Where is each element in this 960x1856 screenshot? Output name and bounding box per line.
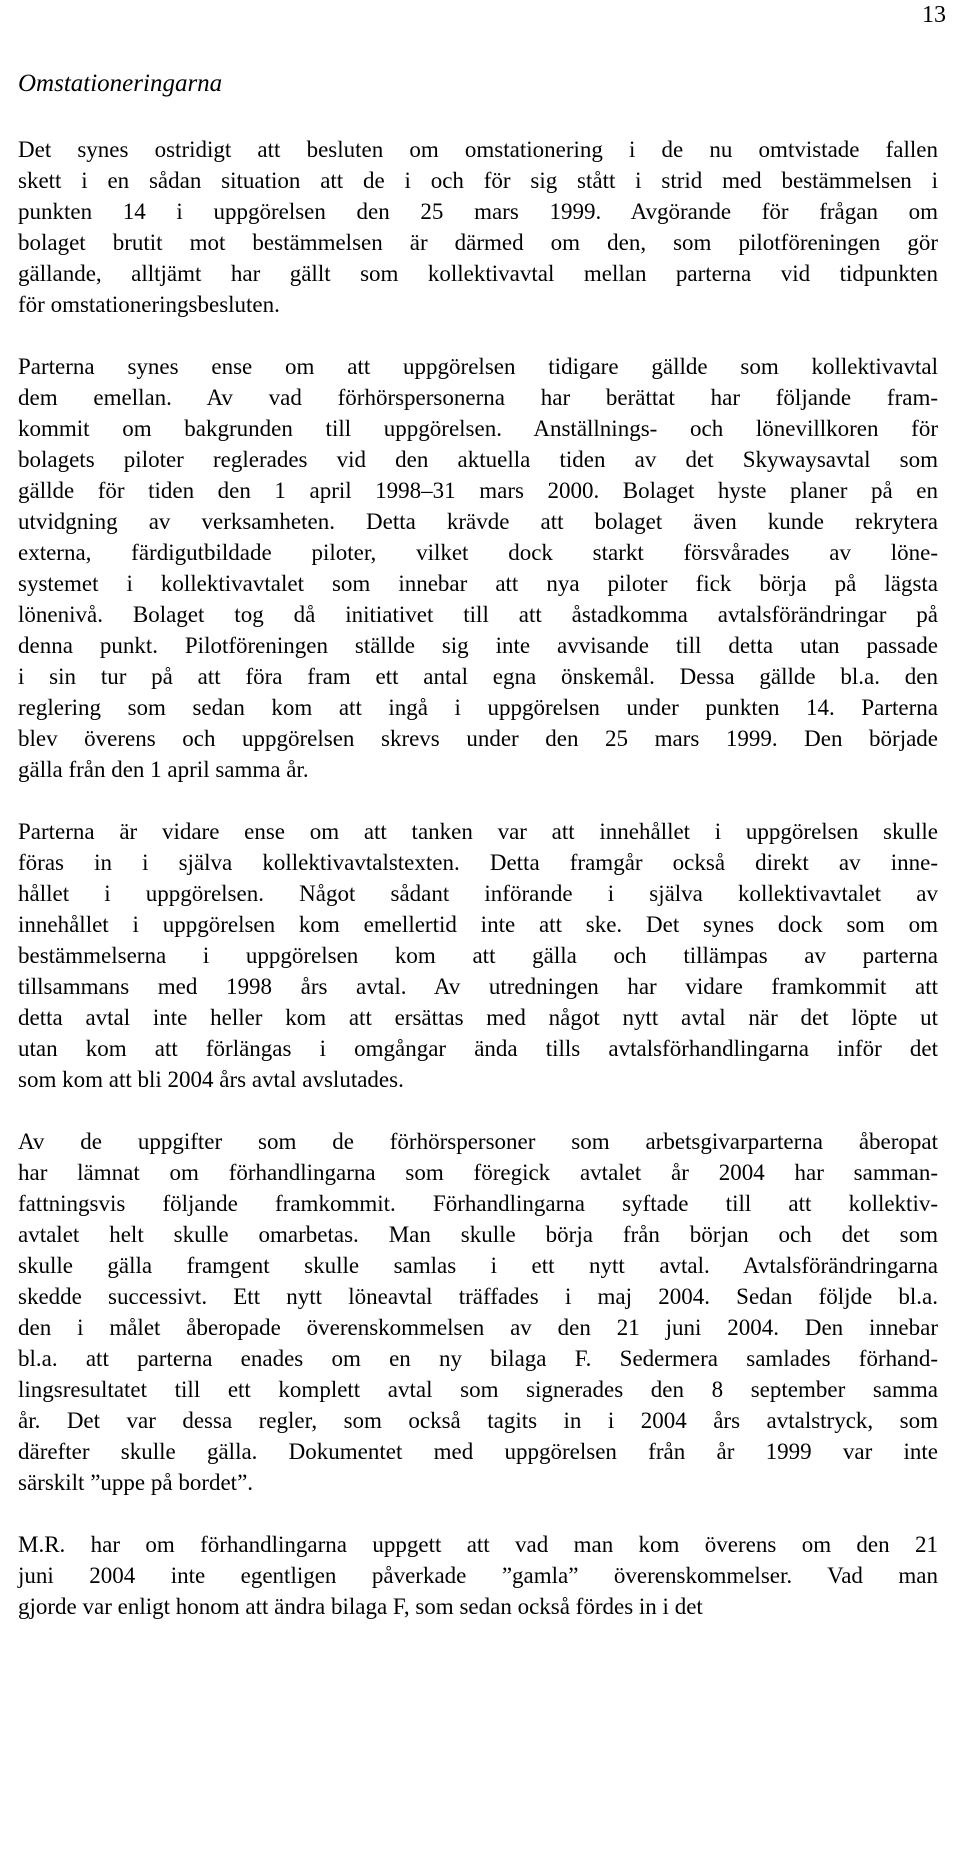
text-line: systemet i kollektivavtalet som innebar att nya piloter fick börja på lägsta: [18, 571, 938, 596]
text-line: innehållet i uppgörelsen kom emellertid inte att ske. Det synes dock som om: [18, 912, 938, 937]
text-line: föras in i själva kollektivavtalstexten. Detta framgår också direkt av inne-: [18, 850, 938, 875]
text-line: lönenivå. Bolaget tog då initiativet till att åstadkomma avtalsförändringar på: [18, 602, 938, 627]
text-line: gällande, alltjämt har gällt som kollektivavtal mellan parterna vid tidpunkten: [18, 261, 938, 286]
text-line: gällde för tiden den 1 april 1998–31 mars 2000. Bolaget hyste planer på en: [18, 478, 938, 503]
text-line: tillsammans med 1998 års avtal. Av utredningen har vidare framkommit att: [18, 974, 938, 999]
paragraph: [18, 1529, 938, 1622]
text-line: avtalet helt skulle omarbetas. Man skulle börja från början och det som: [18, 1222, 938, 1247]
text-line: som kom att bli 2004 års avtal avslutades.: [18, 1067, 404, 1092]
paragraph: [18, 351, 938, 785]
text-line: därefter skulle gälla. Dokumentet med uppgörelsen från år 1999 var inte: [18, 1439, 938, 1464]
document-body: [18, 68, 938, 1653]
paragraph: [18, 816, 938, 1095]
text-line: externa, färdigutbildade piloter, vilket dock starkt försvårades av löne-: [18, 540, 938, 565]
text-line: denna punkt. Pilotföreningen ställde sig inte avvisande till detta utan passade: [18, 633, 938, 658]
paragraph: [18, 134, 938, 320]
text-line: lingsresultatet till ett komplett avtal som signerades den 8 september samma: [18, 1377, 938, 1402]
text-line: särskilt ”uppe på bordet”.: [18, 1470, 254, 1495]
text-line: skett i en sådan situation att de i och för sig stått i strid med bestämmelsen i: [18, 168, 938, 193]
text-line: för omstationeringsbesluten.: [18, 292, 280, 317]
text-line: skedde successivt. Ett nytt löneavtal träffades i maj 2004. Sedan följde bl.a.: [18, 1284, 938, 1309]
paragraphs: [18, 134, 938, 1622]
text-line: utan kom att förlängas i omgångar ända tills avtalsförhandlingarna inför det: [18, 1036, 938, 1061]
text-line: gälla från den 1 april samma år.: [18, 757, 309, 782]
text-line: bolagets piloter reglerades vid den aktuella tiden av det Skywaysavtal som: [18, 447, 938, 472]
text-line: Parterna är vidare ense om att tanken var att innehållet i uppgörelsen skulle: [18, 819, 938, 844]
text-line: gjorde var enligt honom att ändra bilaga F, som sedan också fördes in i det: [18, 1594, 703, 1619]
text-line: dem emellan. Av vad förhörspersonerna har berättat har följande fram-: [18, 385, 938, 410]
text-line: fattningsvis följande framkommit. Förhandlingarna syftade till att kollektiv-: [18, 1191, 938, 1216]
text-line: kommit om bakgrunden till uppgörelsen. Anställnings- och lönevillkoren för: [18, 416, 938, 441]
text-line: reglering som sedan kom att ingå i uppgörelsen under punkten 14. Parterna: [18, 695, 938, 720]
text-line: har lämnat om förhandlingarna som föregick avtalet år 2004 har samman-: [18, 1160, 938, 1185]
text-line: M.R. har om förhandlingarna uppgett att vad man kom överens om den 21: [18, 1532, 938, 1557]
text-line: i sin tur på att föra fram ett antal egna önskemål. Dessa gällde bl.a. den: [18, 664, 938, 689]
text-line: juni 2004 inte egentligen påverkade ”gamla” överenskommelser. Vad man: [18, 1563, 938, 1588]
text-line: skulle gälla framgent skulle samlas i ett nytt avtal. Avtalsförändringarna: [18, 1253, 938, 1278]
text-line: blev överens och uppgörelsen skrevs under den 25 mars 1999. Den började: [18, 726, 938, 751]
text-line: punkten 14 i uppgörelsen den 25 mars 1999. Avgörande för frågan om: [18, 199, 938, 224]
page-number: 13: [922, 2, 946, 28]
paragraph: [18, 1126, 938, 1498]
section-heading: Omstationeringarna: [18, 70, 223, 97]
text-line: bolaget brutit mot bestämmelsen är därmed om den, som pilotföreningen gör: [18, 230, 938, 255]
text-line: Det synes ostridigt att besluten om omstationering i de nu omtvistade fallen: [18, 137, 938, 162]
text-line: bestämmelserna i uppgörelsen kom att gälla och tillämpas av parterna: [18, 943, 938, 968]
text-line: Av de uppgifter som de förhörspersoner som arbetsgivarparterna åberopat: [18, 1129, 938, 1154]
text-line: utvidgning av verksamheten. Detta krävde att bolaget även kunde rekrytera: [18, 509, 938, 534]
text-line: Parterna synes ense om att uppgörelsen tidigare gällde som kollektivavtal: [18, 354, 938, 379]
text-line: hållet i uppgörelsen. Något sådant införande i själva kollektivavtalet av: [18, 881, 938, 906]
text-line: år. Det var dessa regler, som också tagits in i 2004 års avtalstryck, som: [18, 1408, 938, 1433]
text-line: bl.a. att parterna enades om en ny bilaga F. Sedermera samlades förhand-: [18, 1346, 938, 1371]
text-line: detta avtal inte heller kom att ersättas med något nytt avtal när det löpte ut: [18, 1005, 938, 1030]
text-line: den i målet åberopade överenskommelsen av den 21 juni 2004. Den innebar: [18, 1315, 938, 1340]
